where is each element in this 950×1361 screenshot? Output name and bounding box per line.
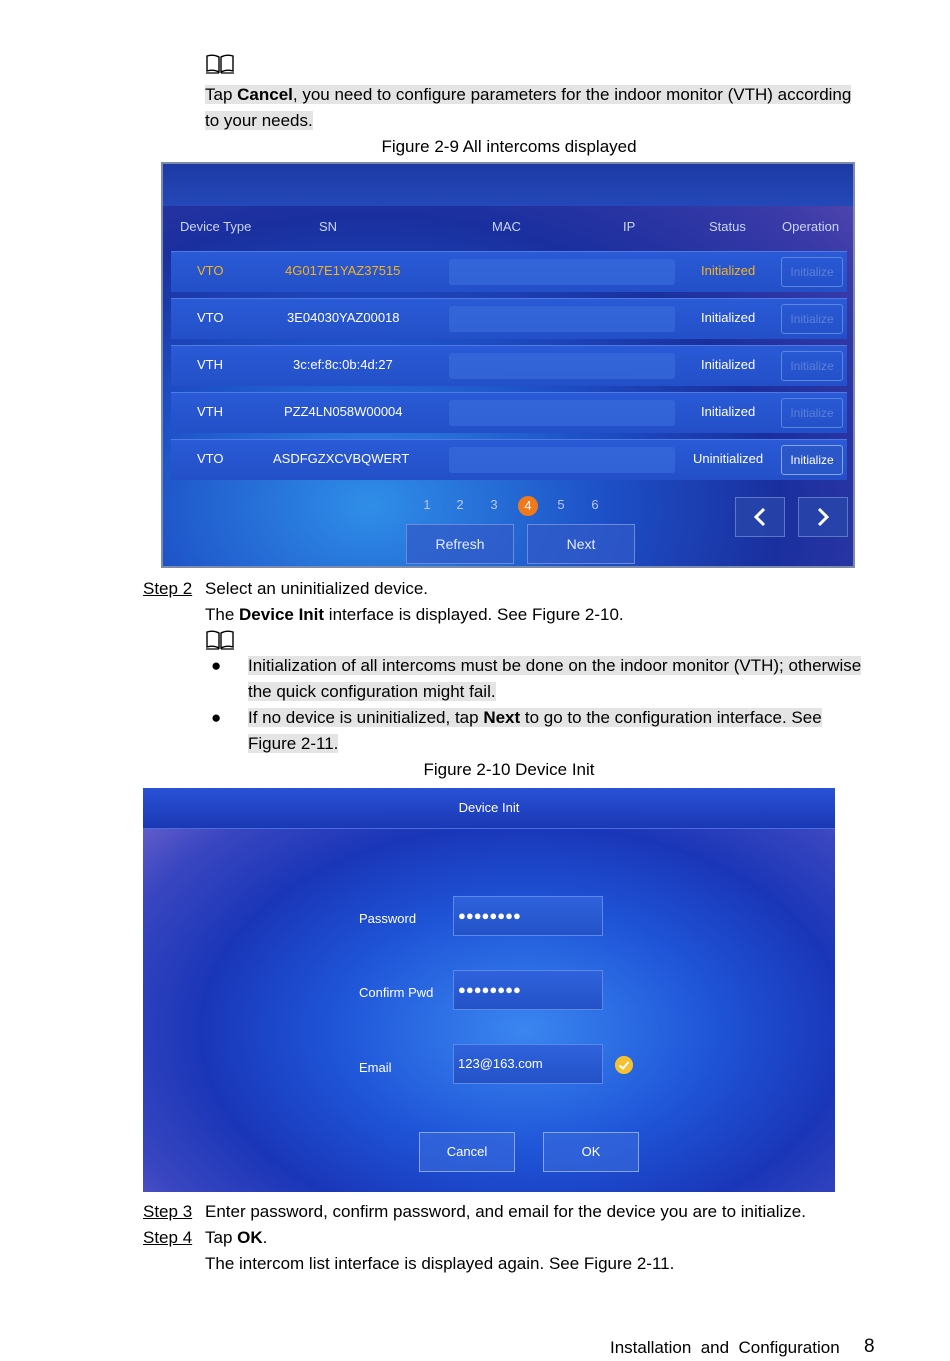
device-type: VTO — [197, 451, 224, 466]
table-row[interactable] — [171, 345, 847, 386]
cancel-button[interactable]: Cancel — [419, 1132, 515, 1172]
table-row[interactable] — [171, 392, 847, 433]
initialize-button[interactable]: Initialize — [781, 257, 843, 287]
page-number[interactable]: 6 — [591, 497, 599, 512]
mac-ip-field — [449, 306, 675, 332]
page-number[interactable]: 3 — [490, 497, 498, 512]
mac-ip-field — [449, 447, 675, 473]
figure-caption: Figure 2-9 All intercoms displayed — [381, 137, 637, 156]
serial-number: 3c:ef:8c:0b:4d:27 — [293, 357, 393, 372]
bullet-icon: ● — [211, 656, 222, 675]
next-button[interactable]: Next — [527, 524, 635, 564]
page-number[interactable]: 1 — [423, 497, 431, 512]
mac-ip-field — [449, 353, 675, 379]
refresh-button[interactable]: Refresh — [406, 524, 514, 564]
note-bullet: Initialization of all intercoms must be done on the indoor monitor (VTH); otherwise — [248, 656, 862, 675]
checkmark-icon — [615, 1056, 633, 1074]
step-result: The Device Init interface is displayed. See Figure 2-10. — [205, 605, 624, 624]
mac-ip-field — [449, 400, 675, 426]
device-type: VTH — [197, 357, 223, 372]
step-text: Tap OK. — [205, 1228, 268, 1247]
serial-number: 4G017E1YAZ37515 — [285, 263, 401, 278]
page-number[interactable]: 5 — [557, 497, 565, 512]
column-header-device-type: Device Type — [180, 219, 252, 234]
note-text: Tap Cancel, you need to configure parameters for the indoor monitor (VTH) according — [205, 85, 852, 104]
figure-caption: Figure 2-10 Device Init — [423, 760, 595, 779]
step-text: Enter password, confirm password, and email for the device you are to initialize. — [205, 1202, 806, 1221]
footer-section: Installation and Configuration — [610, 1338, 840, 1357]
book-icon — [205, 53, 235, 75]
serial-number: ASDFGZXCVBQWERT — [273, 451, 410, 466]
email-label: Email — [359, 1060, 392, 1075]
initialize-button[interactable]: Initialize — [781, 351, 843, 381]
password-field[interactable]: ●●●●●●●● — [453, 896, 603, 936]
previous-page-button[interactable] — [735, 497, 785, 537]
initialize-button[interactable]: Initialize — [781, 304, 843, 334]
table-row[interactable] — [171, 298, 847, 339]
page-number[interactable]: 2 — [456, 497, 464, 512]
initialize-button[interactable]: Initialize — [781, 398, 843, 428]
step-label: Step 3 — [143, 1202, 193, 1221]
step-label: Step 2 — [143, 579, 193, 598]
note-bullet-continued: Figure 2-11. — [248, 734, 339, 753]
next-page-button[interactable] — [798, 497, 848, 537]
column-header-operation: Operation — [782, 219, 840, 234]
confirm-password-label: Confirm Pwd — [359, 985, 434, 1000]
ok-button[interactable]: OK — [543, 1132, 639, 1172]
status: Initialized — [701, 310, 756, 325]
serial-number: PZZ4LN058W00004 — [284, 404, 403, 419]
chevron-right-icon — [799, 498, 847, 536]
table-row[interactable] — [171, 439, 847, 480]
column-header-status: Status — [709, 219, 746, 234]
intercom-list-screen — [161, 162, 855, 568]
confirm-password-field[interactable]: ●●●●●●●● — [453, 970, 603, 1010]
mac-ip-field — [449, 259, 675, 285]
device-init-screen — [143, 788, 835, 1192]
column-header-ip: IP — [623, 219, 636, 234]
table-row[interactable] — [171, 251, 847, 292]
step-text: Select an uninitialized device. — [205, 579, 429, 598]
device-type: VTH — [197, 404, 223, 419]
serial-number: 3E04030YAZ00018 — [287, 310, 400, 325]
status: Initialized — [701, 263, 756, 278]
book-icon — [205, 629, 235, 651]
password-label: Password — [359, 911, 417, 926]
email-field[interactable]: 123@163.com — [453, 1044, 603, 1084]
status: Initialized — [701, 404, 756, 419]
step-label: Step 4 — [143, 1228, 193, 1247]
initialize-button[interactable]: Initialize — [781, 445, 843, 475]
screen-title: Device Init — [143, 788, 835, 829]
note-bullet-continued: the quick configuration might fail. — [248, 682, 496, 701]
device-type: VTO — [197, 310, 224, 325]
bullet-icon: ● — [211, 708, 222, 727]
note-text-continued: to your needs. — [205, 111, 313, 130]
status: Uninitialized — [693, 451, 764, 466]
device-type: VTO — [197, 263, 224, 278]
top-bar — [163, 164, 853, 206]
step-result: The intercom list interface is displayed again. See Figure 2-11. — [205, 1254, 675, 1273]
column-header-sn: SN — [319, 219, 338, 234]
chevron-left-icon — [736, 498, 784, 536]
page-number-footer: 8 — [864, 1336, 875, 1357]
status: Initialized — [701, 357, 756, 372]
note-bullet: If no device is uninitialized, tap Next to go to the configuration interface. See — [248, 708, 822, 727]
column-header-mac: MAC — [492, 219, 521, 234]
page-number-current[interactable]: 4 — [518, 496, 538, 516]
